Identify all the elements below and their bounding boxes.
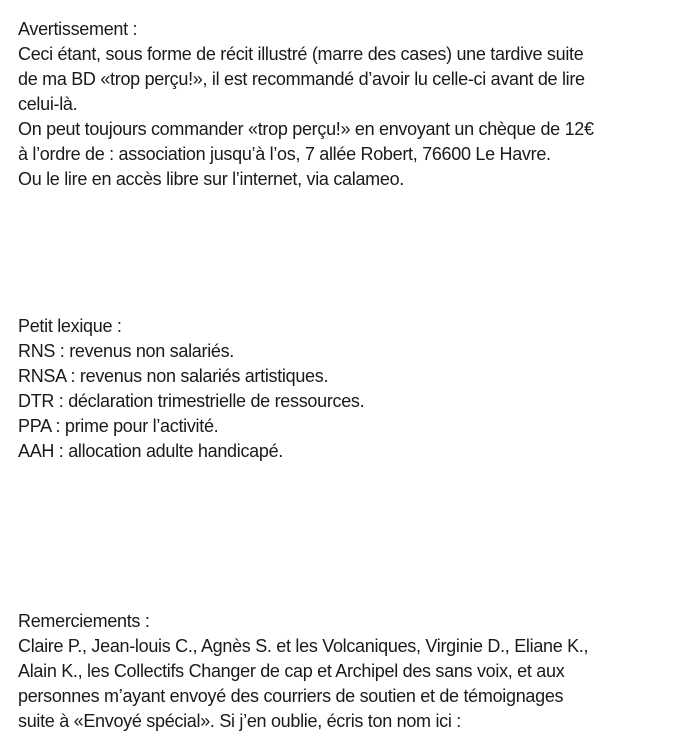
avertissement-line: On peut toujours commander «trop perçu!» en envoyant un chèque de 12€ bbox=[18, 119, 594, 139]
section-avertissement bbox=[18, 17, 676, 192]
lexique-entry-dtr: DTR : déclaration trimestrielle de ressources. bbox=[18, 391, 365, 411]
lexique-entry-aah: AAH : allocation adulte handicapé. bbox=[18, 441, 283, 461]
lexique-entry-rns: RNS : revenus non salariés. bbox=[18, 341, 235, 361]
avertissement-heading: Avertissement : bbox=[18, 19, 138, 39]
lexique-entry-ppa: PPA : prime pour l’activité. bbox=[18, 416, 219, 436]
avertissement-line: Ceci étant, sous forme de récit illustré (marre des cases) une tardive suite bbox=[18, 44, 584, 64]
remerciements-line: Claire P., Jean-louis C., Agnès S. et les Volcaniques, Virginie D., Eliane K., bbox=[18, 636, 589, 656]
section-petit-lexique bbox=[18, 314, 676, 464]
avertissement-line: à l’ordre de : association jusqu’à l’os, 7 allée Robert, 76600 Le Havre. bbox=[18, 144, 551, 164]
section-remerciements bbox=[18, 609, 676, 734]
remerciements-line: Alain K., les Collectifs Changer de cap et Archipel des sans voix, et aux bbox=[18, 661, 565, 681]
remerciements-heading: Remerciements : bbox=[18, 611, 150, 631]
avertissement-line: Ou le lire en accès libre sur l’internet, via calameo. bbox=[18, 169, 404, 189]
remerciements-line: suite à «Envoyé spécial». Si j’en oublie, écris ton nom ici : bbox=[18, 711, 461, 731]
avertissement-line: de ma BD «trop perçu!», il est recommandé d’avoir lu celle-ci avant de lire bbox=[18, 69, 585, 89]
avertissement-line: celui-là. bbox=[18, 94, 78, 114]
remerciements-line: personnes m’ayant envoyé des courriers de soutien et de témoignages bbox=[18, 686, 564, 706]
lexique-heading: Petit lexique : bbox=[18, 316, 122, 336]
lexique-entry-rnsa: RNSA : revenus non salariés artistiques. bbox=[18, 366, 329, 386]
